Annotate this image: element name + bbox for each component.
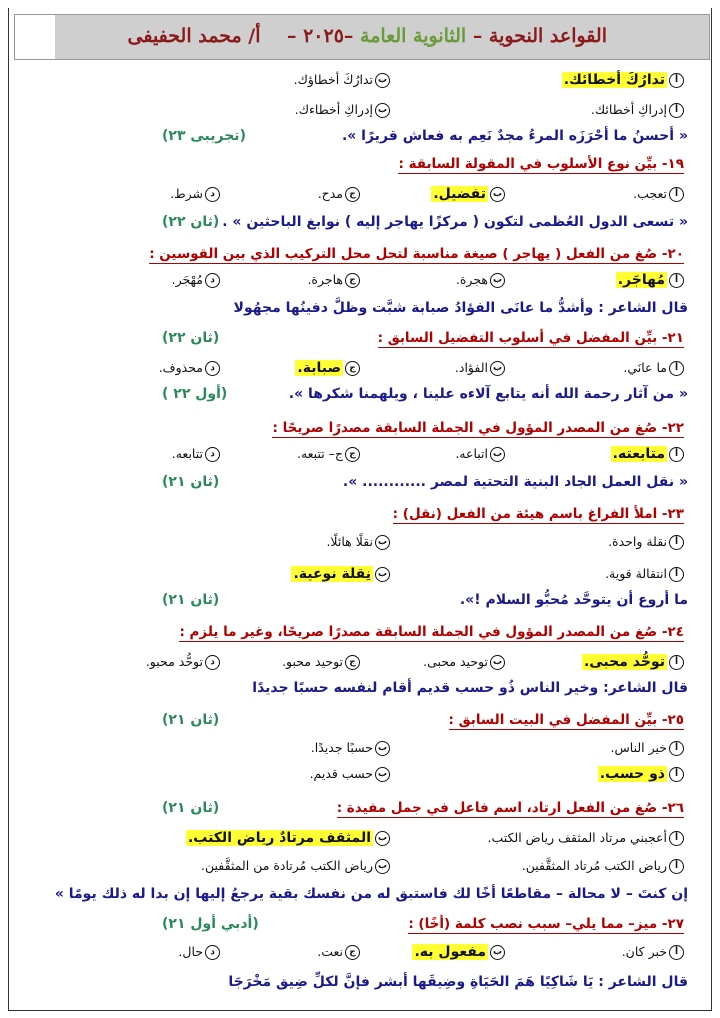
option-marker: ج <box>345 273 360 288</box>
answer-option[interactable] <box>146 654 220 670</box>
option-text: خير الناس. <box>610 740 667 755</box>
question-heading: ٢٢- صُغ من المصدر المؤول في الجملة السابقة مصدرًا صريحًا : <box>272 420 684 436</box>
option-text: هاجرة. <box>307 272 343 287</box>
option-marker: أ <box>669 103 684 118</box>
answer-option[interactable] <box>431 186 505 202</box>
option-text: إدراكِ أخطاءك. <box>294 102 373 117</box>
option-text: مدح. <box>317 186 343 201</box>
option-text: رياض الكتب مُرتادة من المثقَّفين. <box>201 858 373 873</box>
exam-source: (ثان ٢١) <box>162 800 220 816</box>
option-text: الفؤاد. <box>454 360 488 375</box>
option-marker: ج <box>345 945 360 960</box>
option-marker: أ <box>669 767 684 782</box>
option-marker: ب <box>375 741 390 756</box>
option-text: شرط. <box>170 186 203 201</box>
option-text: مفعول به. <box>414 944 486 960</box>
question-heading: ٢١- بيِّن المفضل في أسلوب التفضيل السابق : <box>377 330 684 346</box>
option-marker: ج <box>345 361 360 376</box>
option-marker: د <box>205 361 220 376</box>
option-text: تفضيل. <box>433 186 486 202</box>
option-marker: أ <box>669 73 684 88</box>
exam-source: ( أول ٢٢) <box>162 386 228 402</box>
answer-option[interactable] <box>488 830 685 846</box>
answer-option[interactable] <box>295 360 360 376</box>
answer-option[interactable] <box>611 446 684 462</box>
option-text: حال. <box>178 944 203 959</box>
question-heading: ٢٤- صُغ من المصدر المؤول في الجملة السابقة مصدرًا صريحًا، وغير ما يلزم : <box>179 624 684 640</box>
answer-option[interactable] <box>633 186 684 202</box>
option-text: هجرة. <box>455 272 488 287</box>
answer-option[interactable] <box>291 566 390 582</box>
answer-option[interactable] <box>159 360 220 376</box>
option-marker: أ <box>669 273 684 288</box>
option-text: حسبًا جديدًا. <box>310 740 373 755</box>
option-text: نِقلة نوعية. <box>293 566 371 582</box>
answer-option[interactable] <box>326 534 390 550</box>
exam-source: (ثان ٢٢) <box>162 330 220 346</box>
option-marker: أ <box>669 945 684 960</box>
answer-option[interactable] <box>455 360 505 376</box>
answer-option[interactable] <box>311 740 390 756</box>
option-marker: ج <box>345 447 360 462</box>
option-marker: د <box>205 945 220 960</box>
option-marker: ب <box>490 187 505 202</box>
question-heading: ٢٧- ميز– مما يلي– سبب نصب كلمة (أخًا) : <box>408 916 684 932</box>
option-marker: أ <box>669 741 684 756</box>
quote-text: إن كنتَ – لا محالة – مقاطعًا أخًا لك فاستبق له من نفسك بقية يرجعُ إليها إن بدا له ذلك يومًا » <box>54 886 688 902</box>
option-marker: أ <box>669 655 684 670</box>
option-text: نقلًا هائلًا. <box>326 534 373 549</box>
option-marker: ب <box>490 447 505 462</box>
answer-option[interactable] <box>611 740 684 756</box>
option-text: مُهْجَر. <box>171 272 203 287</box>
option-marker: أ <box>669 361 684 376</box>
option-marker: ب <box>375 859 390 874</box>
option-marker: ج <box>345 187 360 202</box>
option-text: إدراكِ أخطائك. <box>590 102 667 117</box>
option-text: نعت. <box>317 944 343 959</box>
exam-source: (ثان ٢١) <box>162 592 220 608</box>
header-corner <box>15 15 55 59</box>
quote-text: « تسعى الدول العُظمى لتكون ( مركزًا يهاجر إليه ) نوابغ الباحثين » . <box>222 214 688 230</box>
answer-option[interactable] <box>598 766 684 782</box>
option-text: اتباعه. <box>455 446 488 461</box>
option-marker: أ <box>669 187 684 202</box>
header-title <box>128 25 608 47</box>
option-text: تتابعه. <box>171 446 203 461</box>
quote-text: قال الشاعر : يَا شَاكِيًا هَمَ الحَيَاةِ وضِيقَها أبشر فإنَّ لكلِّ ضِيق مَخْرَجَا <box>228 974 688 990</box>
option-marker: أ <box>669 567 684 582</box>
answer-option[interactable] <box>562 72 684 88</box>
option-marker: ب <box>375 73 390 88</box>
answer-option[interactable] <box>201 858 390 874</box>
answer-option[interactable] <box>178 944 220 960</box>
option-marker: ج <box>345 655 360 670</box>
answer-option[interactable] <box>297 446 360 462</box>
question-heading: ٢٦- صُغ من الفعل ارتاد، اسم فاعل في جمل مفيدة : <box>336 800 684 816</box>
header-subject: القواعد النحوية – <box>466 25 607 47</box>
answer-option[interactable] <box>456 272 505 288</box>
option-marker: ب <box>375 767 390 782</box>
option-marker: د <box>205 273 220 288</box>
option-text: صبابة. <box>297 360 341 376</box>
option-text: محذوف. <box>158 360 203 375</box>
answer-option[interactable] <box>622 944 684 960</box>
answer-option[interactable] <box>591 102 684 118</box>
quote-text: « من آثار رحمة الله أنه يتابع آلاءه علينا ، ويلهمنا شكرها ». <box>288 386 688 402</box>
answer-option[interactable] <box>582 654 684 670</box>
option-marker: د <box>205 447 220 462</box>
quote-text: قال الشاعر: وخير الناس ذُو حسب قديم أقام لنفسه حسبًا جديدًا <box>252 680 688 696</box>
exam-source: (ثان ٢٢) <box>162 214 220 230</box>
page-header <box>14 14 710 60</box>
option-text: نقلة واحدة. <box>608 534 667 549</box>
question-heading: ٢٣- املأ الفراغ باسم هيئة من الفعل (نقل) : <box>392 506 684 522</box>
question-heading: ٢٥- بيِّن المفضل في البيت السابق : <box>448 712 684 728</box>
option-marker: د <box>205 187 220 202</box>
answer-option[interactable] <box>172 446 220 462</box>
header-author: أ/ محمد الحفيفى <box>127 25 261 47</box>
option-text: انتقالة قوية. <box>605 566 667 581</box>
answer-option[interactable] <box>172 272 220 288</box>
option-marker: ب <box>375 535 390 550</box>
option-text: حسب قديم. <box>309 766 373 781</box>
quote-text: « أحسنُ ما أحْرَزَه المرءُ مجدٌ نَعِم به فعاش قريرًا ». <box>341 128 688 144</box>
answer-option[interactable] <box>423 654 505 670</box>
option-marker: أ <box>669 831 684 846</box>
option-text: رياض الكتب مُرتاد المثقَّفين. <box>521 858 667 873</box>
header-grade: الثانوية العامة <box>360 25 467 47</box>
answer-option[interactable] <box>170 186 220 202</box>
option-text: تدارُكَ أخطاؤك. <box>293 72 373 87</box>
option-text: توحيد محبو. <box>282 654 343 669</box>
answer-option[interactable] <box>522 858 684 874</box>
option-marker: ب <box>490 945 505 960</box>
option-marker: ب <box>375 567 390 582</box>
option-marker: ب <box>490 655 505 670</box>
answer-option[interactable] <box>608 534 684 550</box>
answer-option[interactable] <box>282 654 360 670</box>
answer-option[interactable] <box>318 186 360 202</box>
answer-option[interactable] <box>310 766 390 782</box>
option-text: مُهاجَر. <box>617 272 665 288</box>
option-text: خبر كان. <box>621 944 667 959</box>
option-marker: أ <box>669 859 684 874</box>
option-marker: ب <box>490 273 505 288</box>
option-marker: أ <box>669 535 684 550</box>
header-year: –٢٠٢٥ – <box>280 25 361 47</box>
quote-text: قال الشاعر : وأشدُّ ما عانَى الفؤادُ صبابة شبَّت وظلَّ دفينُها مجهُولا <box>233 300 688 316</box>
answer-option[interactable] <box>294 72 390 88</box>
option-marker: ب <box>490 361 505 376</box>
answer-option[interactable] <box>317 944 360 960</box>
answer-option[interactable] <box>455 446 505 462</box>
option-text: تعجب. <box>633 186 667 201</box>
quote-text: « نقل العمل الجاد البنية التحتية لمصر ............ ». <box>342 474 688 490</box>
option-text: توحُّد محبى. <box>583 654 665 670</box>
option-marker: ب <box>375 831 390 846</box>
option-marker: د <box>205 655 220 670</box>
answer-option[interactable] <box>623 360 684 376</box>
answer-option[interactable] <box>412 944 505 960</box>
option-text: ج– تتبعه. <box>296 446 343 461</box>
answer-option[interactable] <box>307 272 360 288</box>
option-marker: ب <box>375 103 390 118</box>
question-heading: ٢٠- صُغ من الفعل ( يهاجر ) صيغة مناسبة لتحل محل التركيب الذي بين القوسين : <box>149 246 684 262</box>
option-text: تدارُكَ أخطائك. <box>563 72 665 88</box>
option-text: المثقف مرتادٌ رياض الكتب. <box>187 830 371 846</box>
answer-option[interactable] <box>186 830 390 846</box>
option-text: توحُّد محبو. <box>145 654 203 669</box>
answer-option[interactable] <box>616 272 684 288</box>
option-marker: أ <box>669 447 684 462</box>
quote-text: ما أروع أن يتوحَّد مُحبُّو السلام !». <box>459 592 688 608</box>
exam-source: (أدبي أول ٢١) <box>162 916 259 932</box>
option-text: أعجبني مرتاد المثقف رياض الكتب. <box>487 830 667 845</box>
option-text: ذو حسب. <box>599 766 665 782</box>
question-heading: ١٩- بيِّن نوع الأسلوب في المقولة السابقة : <box>398 156 684 172</box>
exam-source: (تجريبى ٢٣) <box>162 128 246 144</box>
answer-option[interactable] <box>605 566 684 582</box>
option-text: توحيد محبى. <box>423 654 488 669</box>
option-text: ما عانَي. <box>623 360 667 375</box>
exam-source: (ثان ٢١) <box>162 712 220 728</box>
exam-source: (ثان ٢١) <box>162 474 220 490</box>
answer-option[interactable] <box>295 102 390 118</box>
option-text: متابعته. <box>612 446 665 462</box>
